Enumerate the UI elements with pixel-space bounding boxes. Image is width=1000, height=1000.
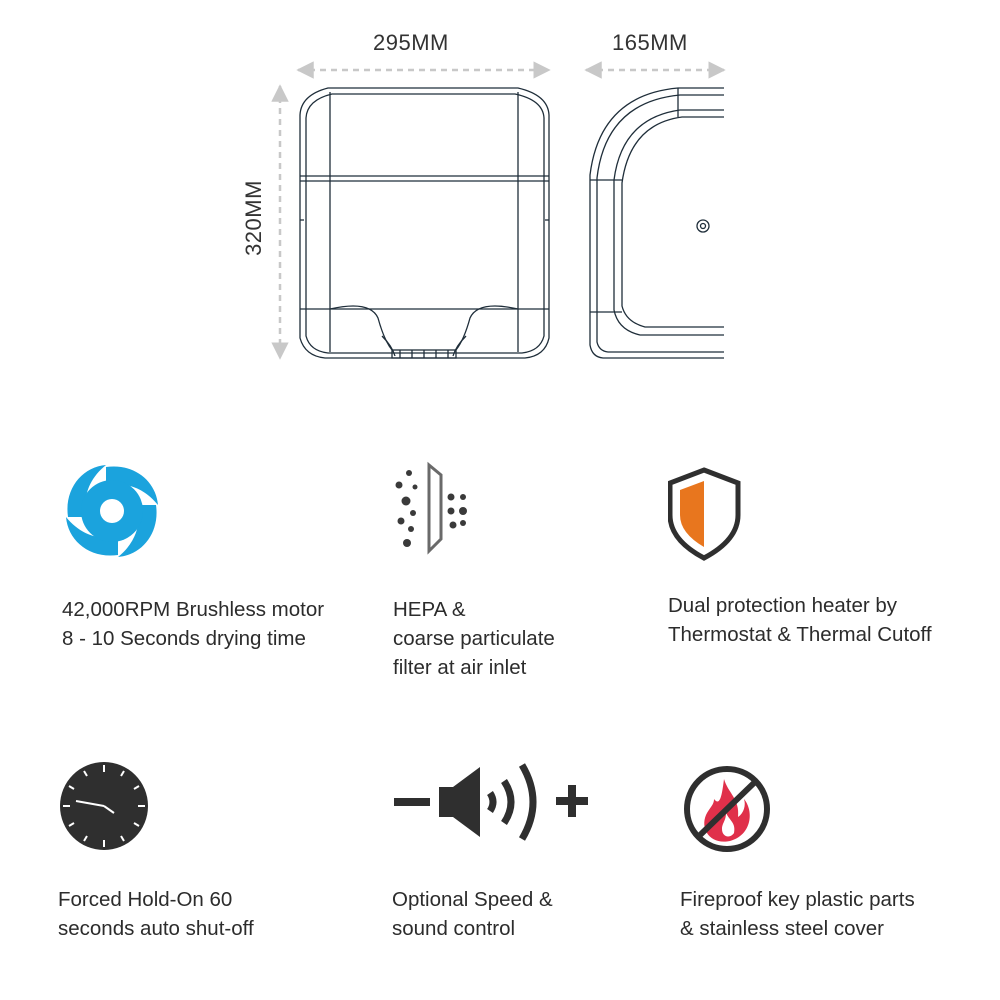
- front-view: [300, 88, 549, 358]
- feature-line: seconds auto shut-off: [58, 917, 254, 940]
- feature-line: & stainless steel cover: [680, 917, 884, 940]
- clock-icon: [58, 761, 158, 861]
- feature-auto-shutoff-text: [58, 885, 254, 943]
- depth-dimension-label: 165MM: [612, 30, 688, 55]
- feature-heater: [668, 455, 988, 695]
- feature-line: 8 - 10 Seconds drying time: [62, 627, 306, 650]
- feature-line: Optional Speed &: [392, 888, 553, 911]
- feature-speed-sound: [392, 755, 712, 995]
- feature-line: Fireproof key plastic parts: [680, 888, 915, 911]
- feature-fireproof-text: [680, 885, 915, 943]
- feature-motor-text: [62, 595, 324, 653]
- feature-line: Forced Hold-On 60: [58, 888, 233, 911]
- feature-filter: [393, 455, 713, 695]
- product-drawing: [0, 0, 1000, 400]
- speaker-icon: [392, 755, 602, 855]
- feature-line: sound control: [392, 917, 516, 940]
- feature-line: filter at air inlet: [393, 656, 527, 679]
- feature-auto-shutoff: [58, 755, 378, 995]
- width-dimension-label: 295MM: [373, 30, 449, 55]
- shield-icon: [668, 465, 748, 565]
- feature-line: 42,000RPM Brushless motor: [62, 598, 325, 621]
- filter-icon: [393, 455, 483, 565]
- feature-fireproof: [680, 755, 1000, 995]
- feature-line: Thermostat & Thermal Cutoff: [668, 623, 932, 646]
- side-view: [590, 88, 724, 358]
- cyclone-icon: [62, 459, 172, 569]
- feature-line: Dual protection heater by: [668, 594, 898, 617]
- feature-filter-text: [393, 595, 555, 682]
- height-dimension-label: 320MM: [241, 180, 266, 256]
- feature-speed-sound-text: [392, 885, 553, 943]
- no-fire-icon: [680, 759, 780, 859]
- feature-heater-text: [668, 591, 932, 649]
- feature-line: coarse particulate: [393, 627, 555, 650]
- feature-line: HEPA &: [393, 598, 466, 621]
- feature-motor: [62, 455, 382, 695]
